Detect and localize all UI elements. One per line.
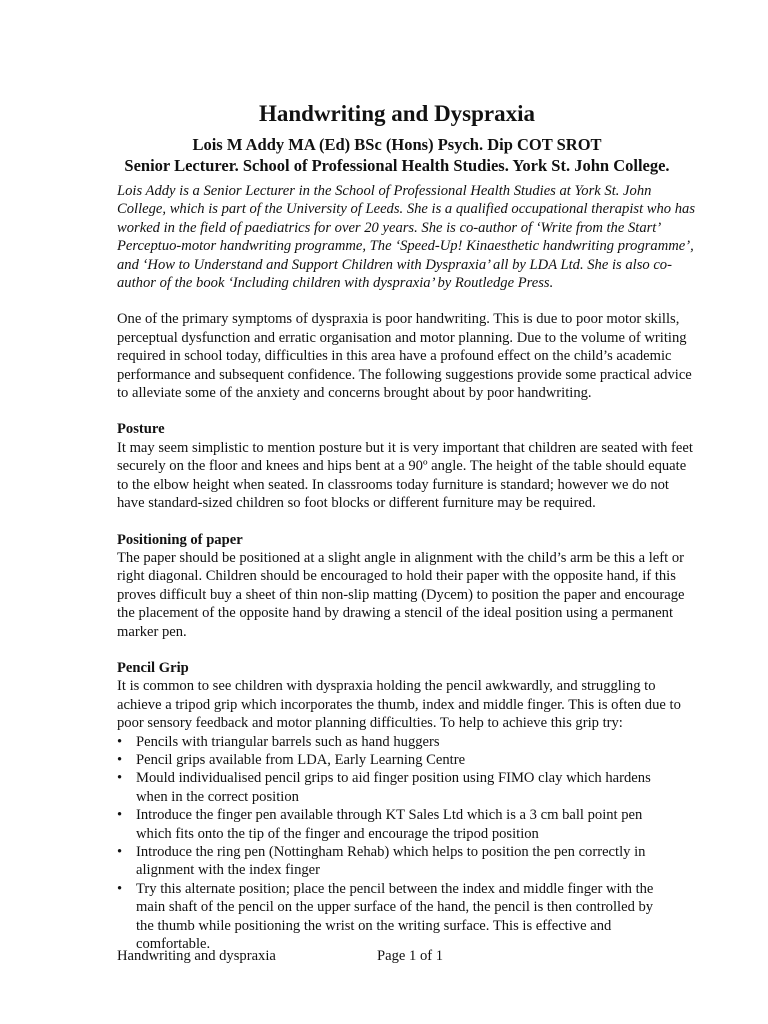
document-title: Handwriting and Dyspraxia xyxy=(258,101,536,126)
text-line: alignment with the index finger xyxy=(136,862,320,879)
text-line: poor sensory feedback and motor planning difficulties. To help to achieve this grip try: xyxy=(117,715,623,732)
text-line: performance and subsequent confidence. The following suggestions provide some practical advice xyxy=(117,366,692,383)
author-line: Lois M Addy MA (Ed) BSc (Hons) Psych. Dip COT SROT xyxy=(192,135,602,154)
author-block xyxy=(117,134,677,176)
section-body xyxy=(117,677,681,732)
text-line: and ‘How to Understand and Support Children with Dyspraxia’ all by LDA Ltd. She is also co- xyxy=(117,256,672,273)
text-line: marker pen. xyxy=(117,623,187,640)
text-line: Introduce the finger pen available through KT Sales Ltd which is a 3 cm ball point pen xyxy=(136,807,643,824)
section-heading: Posture xyxy=(117,421,165,438)
document-page xyxy=(117,100,696,953)
sections xyxy=(117,420,693,953)
bullet-icon: • xyxy=(117,807,123,824)
text-line: which fits onto the tip of the finger and encourage the tripod position xyxy=(136,825,539,842)
list-item xyxy=(117,880,677,954)
author-bio xyxy=(117,182,696,292)
text-line: Perceptuo-motor handwriting programme, The ‘Speed-Up! Kinaesthetic handwriting programme’, xyxy=(117,238,694,255)
text-line: achieve a tripod grip which incorporates the thumb, index and middle finger. This is often due to xyxy=(117,696,681,713)
list-item xyxy=(117,843,677,880)
text-line: have standard-sized children so foot blocks or different furniture may be required. xyxy=(117,495,596,512)
text-line: required in school today, difficulties in this area have a profound effect on the child’s academic xyxy=(117,348,672,365)
text-line: One of the primary symptoms of dyspraxia is poor handwriting. This is due to poor motor skills, xyxy=(117,311,680,328)
text-line: It is common to see children with dyspraxia holding the pencil awkwardly, and struggling to xyxy=(117,678,656,695)
text-line: perceptual dysfunction and erratic organisation and motor planning. Due to the volume of writing xyxy=(117,329,687,346)
text-line: securely on the floor and knees and hips bent at a 90º angle. The height of the table should equate xyxy=(117,458,687,475)
text-line: right diagonal. Children should be encouraged to hold their paper with the opposite hand, if this xyxy=(117,568,676,585)
page-number: Page 1 of 1 xyxy=(377,948,444,964)
list-item xyxy=(117,769,677,806)
text-line: It may seem simplistic to mention posture but it is very important that children are seated with feet xyxy=(117,439,693,456)
section-body xyxy=(117,439,693,513)
bullet-list xyxy=(117,733,677,954)
text-line: Mould individualised pencil grips to aid finger position using FIMO clay which hardens xyxy=(136,770,651,787)
text-line: Pencils with triangular barrels such as hand huggers xyxy=(136,733,440,750)
text-line: proves difficult buy a sheet of thin non-slip matting (Dycem) to position the paper and encourage xyxy=(117,586,685,603)
text-line: Try this alternate position; place the pencil between the index and middle finger with the xyxy=(136,880,654,897)
text-line: comfortable. xyxy=(136,936,211,953)
bullet-icon: • xyxy=(117,770,123,787)
text-line: the placement of the opposite hand by drawing a stencil of the ideal position using a permanent xyxy=(117,605,674,622)
footer-title: Handwriting and dyspraxia xyxy=(117,948,276,964)
list-item xyxy=(117,733,677,751)
bullet-icon: • xyxy=(117,751,123,768)
bullet-icon: • xyxy=(117,733,123,750)
text-line: The paper should be positioned at a slight angle in alignment with the child’s arm be this a left or xyxy=(117,549,684,566)
bullet-icon: • xyxy=(117,880,123,897)
list-item xyxy=(117,806,677,843)
text-line: to alleviate some of the anxiety and concerns brought about by poor handwriting. xyxy=(117,385,592,402)
bullet-icon: • xyxy=(117,844,123,860)
intro-paragraph xyxy=(117,310,692,402)
text-line: main shaft of the pencil on the upper surface of the hand, the pencil is then controlled by xyxy=(136,899,654,916)
section-body xyxy=(117,549,685,641)
text-line: worked in the field of paediatrics for over 20 years. She is co-author of ‘Write from the Start’ xyxy=(117,219,662,236)
text-line: Lois Addy is a Senior Lecturer in the School of Professional Health Studies at York St. John xyxy=(117,183,652,199)
section-heading: Positioning of paper xyxy=(117,531,243,548)
section-heading: Pencil Grip xyxy=(117,659,189,676)
text-line: Introduce the ring pen (Nottingham Rehab) which helps to position the pen correctly in xyxy=(136,844,646,860)
text-line: the thumb while positioning the wrist on the writing surface. This is effective and xyxy=(136,917,612,934)
list-item xyxy=(117,751,677,769)
text-line: author of the book ‘Including children with dyspraxia’ by Routledge Press. xyxy=(117,275,554,292)
text-line: Pencil grips available from LDA, Early Learning Centre xyxy=(136,751,466,768)
text-line: when in the correct position xyxy=(136,788,299,805)
affiliation-line: Senior Lecturer. School of Professional Health Studies. York St. John College. xyxy=(124,156,670,175)
text-line: College, which is part of the University of Leeds. She is a qualified occupational therapist who has xyxy=(117,201,696,218)
text-line: to the elbow height when seated. In classrooms today furniture is standard; however we do not xyxy=(117,476,669,493)
